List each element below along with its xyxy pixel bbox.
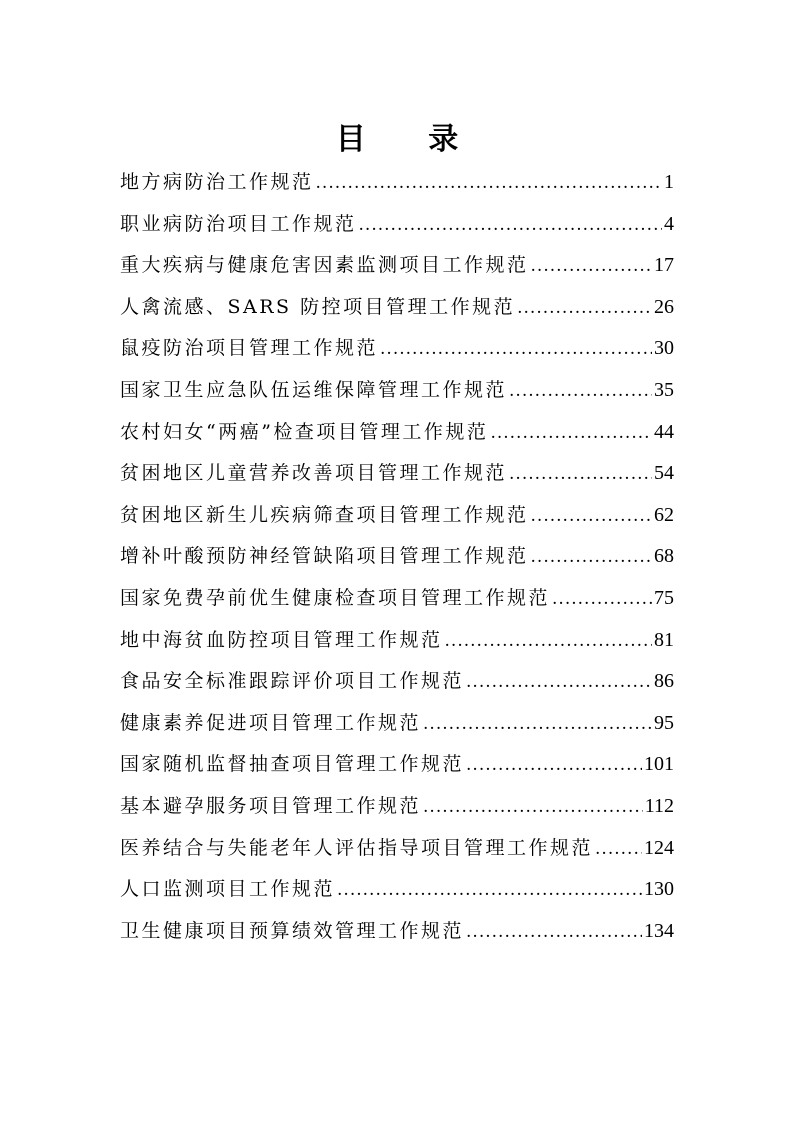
toc-entry-title: 卫生健康项目预算绩效管理工作规范: [120, 919, 465, 942]
toc-dot-leader: [509, 371, 652, 413]
toc-entry[interactable]: [120, 245, 674, 287]
toc-page-number: 26: [654, 295, 674, 318]
toc-entry-title: 医养结合与失能老年人评估指导项目管理工作规范: [120, 836, 594, 859]
toc-entry-title: 国家免费孕前优生健康检查项目管理工作规范: [120, 586, 551, 609]
toc-page-number: 75: [654, 586, 674, 609]
toc-page-number: 17: [654, 254, 674, 277]
toc-dot-leader: [445, 621, 652, 663]
toc-entry[interactable]: [120, 661, 674, 703]
toc-dot-leader: [316, 163, 662, 205]
toc-entry-title: 基本避孕服务项目管理工作规范: [120, 794, 422, 817]
toc-dot-leader: [380, 329, 652, 371]
toc-page-number: 101: [644, 753, 674, 776]
toc-entry-title: 增补叶酸预防神经管缺陷项目管理工作规范: [120, 545, 529, 568]
toc-entry[interactable]: [120, 162, 674, 204]
toc-dot-leader: [490, 413, 652, 455]
toc-dot-leader: [466, 912, 642, 954]
toc-entry[interactable]: [120, 744, 674, 786]
toc-dot-leader: [423, 704, 652, 746]
toc-entry-title: 农村妇女“两癌”检查项目管理工作规范: [120, 420, 489, 443]
toc-dot-leader: [337, 870, 642, 912]
toc-dot-leader: [423, 787, 643, 829]
toc-entry[interactable]: [120, 536, 674, 578]
toc-entry-title: 职业病防治项目工作规范: [120, 212, 357, 235]
toc-entry-title: 贫困地区新生儿疾病筛查项目管理工作规范: [120, 503, 529, 526]
table-of-contents: [120, 162, 674, 952]
toc-entry[interactable]: [120, 328, 674, 370]
toc-page-number: 86: [654, 670, 674, 693]
toc-dot-leader: [359, 205, 662, 247]
toc-page-number: 134: [644, 919, 674, 942]
toc-dot-leader: [466, 745, 642, 787]
toc-page-number: 4: [664, 212, 674, 235]
toc-dot-leader: [595, 829, 642, 871]
toc-page-number: 81: [654, 628, 674, 651]
toc-dot-leader: [552, 579, 652, 621]
toc-entry[interactable]: [120, 786, 674, 828]
toc-entry-title: 国家卫生应急队伍运维保障管理工作规范: [120, 378, 508, 401]
toc-dot-leader: [517, 288, 652, 330]
toc-dot-leader: [531, 537, 652, 579]
toc-entry[interactable]: [120, 495, 674, 537]
toc-entry-title: 国家随机监督抽查项目管理工作规范: [120, 753, 465, 776]
toc-entry[interactable]: [120, 412, 674, 454]
toc-page-number: 35: [654, 378, 674, 401]
toc-page-number: 62: [654, 503, 674, 526]
toc-page-number: 112: [644, 794, 674, 817]
toc-page-number: 130: [644, 878, 674, 901]
toc-entry[interactable]: [120, 703, 674, 745]
toc-dot-leader: [531, 246, 652, 288]
toc-dot-leader: [531, 496, 652, 538]
toc-entry-title: 地方病防治工作规范: [120, 171, 314, 193]
toc-entry[interactable]: [120, 620, 674, 662]
toc-entry[interactable]: [120, 911, 674, 953]
toc-entry-title: 人口监测项目工作规范: [120, 878, 336, 901]
toc-entry[interactable]: [120, 453, 674, 495]
toc-entry-title: 鼠疫防治项目管理工作规范: [120, 337, 379, 360]
toc-entry[interactable]: [120, 869, 674, 911]
toc-dot-leader: [466, 662, 652, 704]
toc-page-number: 95: [654, 711, 674, 734]
toc-entry[interactable]: [120, 287, 674, 329]
toc-entry[interactable]: [120, 204, 674, 246]
toc-page-number: 44: [654, 420, 674, 443]
toc-page-number: 124: [644, 836, 674, 859]
toc-page-number: 1: [664, 171, 674, 193]
toc-entry-title: 地中海贫血防控项目管理工作规范: [120, 628, 443, 651]
toc-dot-leader: [509, 454, 652, 496]
toc-page-number: 30: [654, 337, 674, 360]
toc-entry-title: 贫困地区儿童营养改善项目管理工作规范: [120, 462, 508, 485]
toc-entry-title: 食品安全标准跟踪评价项目工作规范: [120, 670, 465, 693]
toc-page-number: 68: [654, 545, 674, 568]
toc-entry-title: 人禽流感、SARS 防控项目管理工作规范: [120, 295, 516, 318]
toc-entry[interactable]: [120, 370, 674, 412]
toc-page-number: 54: [654, 462, 674, 485]
toc-entry[interactable]: [120, 578, 674, 620]
toc-entry-title: 健康素养促进项目管理工作规范: [120, 711, 422, 734]
toc-entry[interactable]: [120, 828, 674, 870]
page-title: 目 录: [335, 122, 485, 158]
toc-entry-title: 重大疾病与健康危害因素监测项目工作规范: [120, 254, 529, 277]
